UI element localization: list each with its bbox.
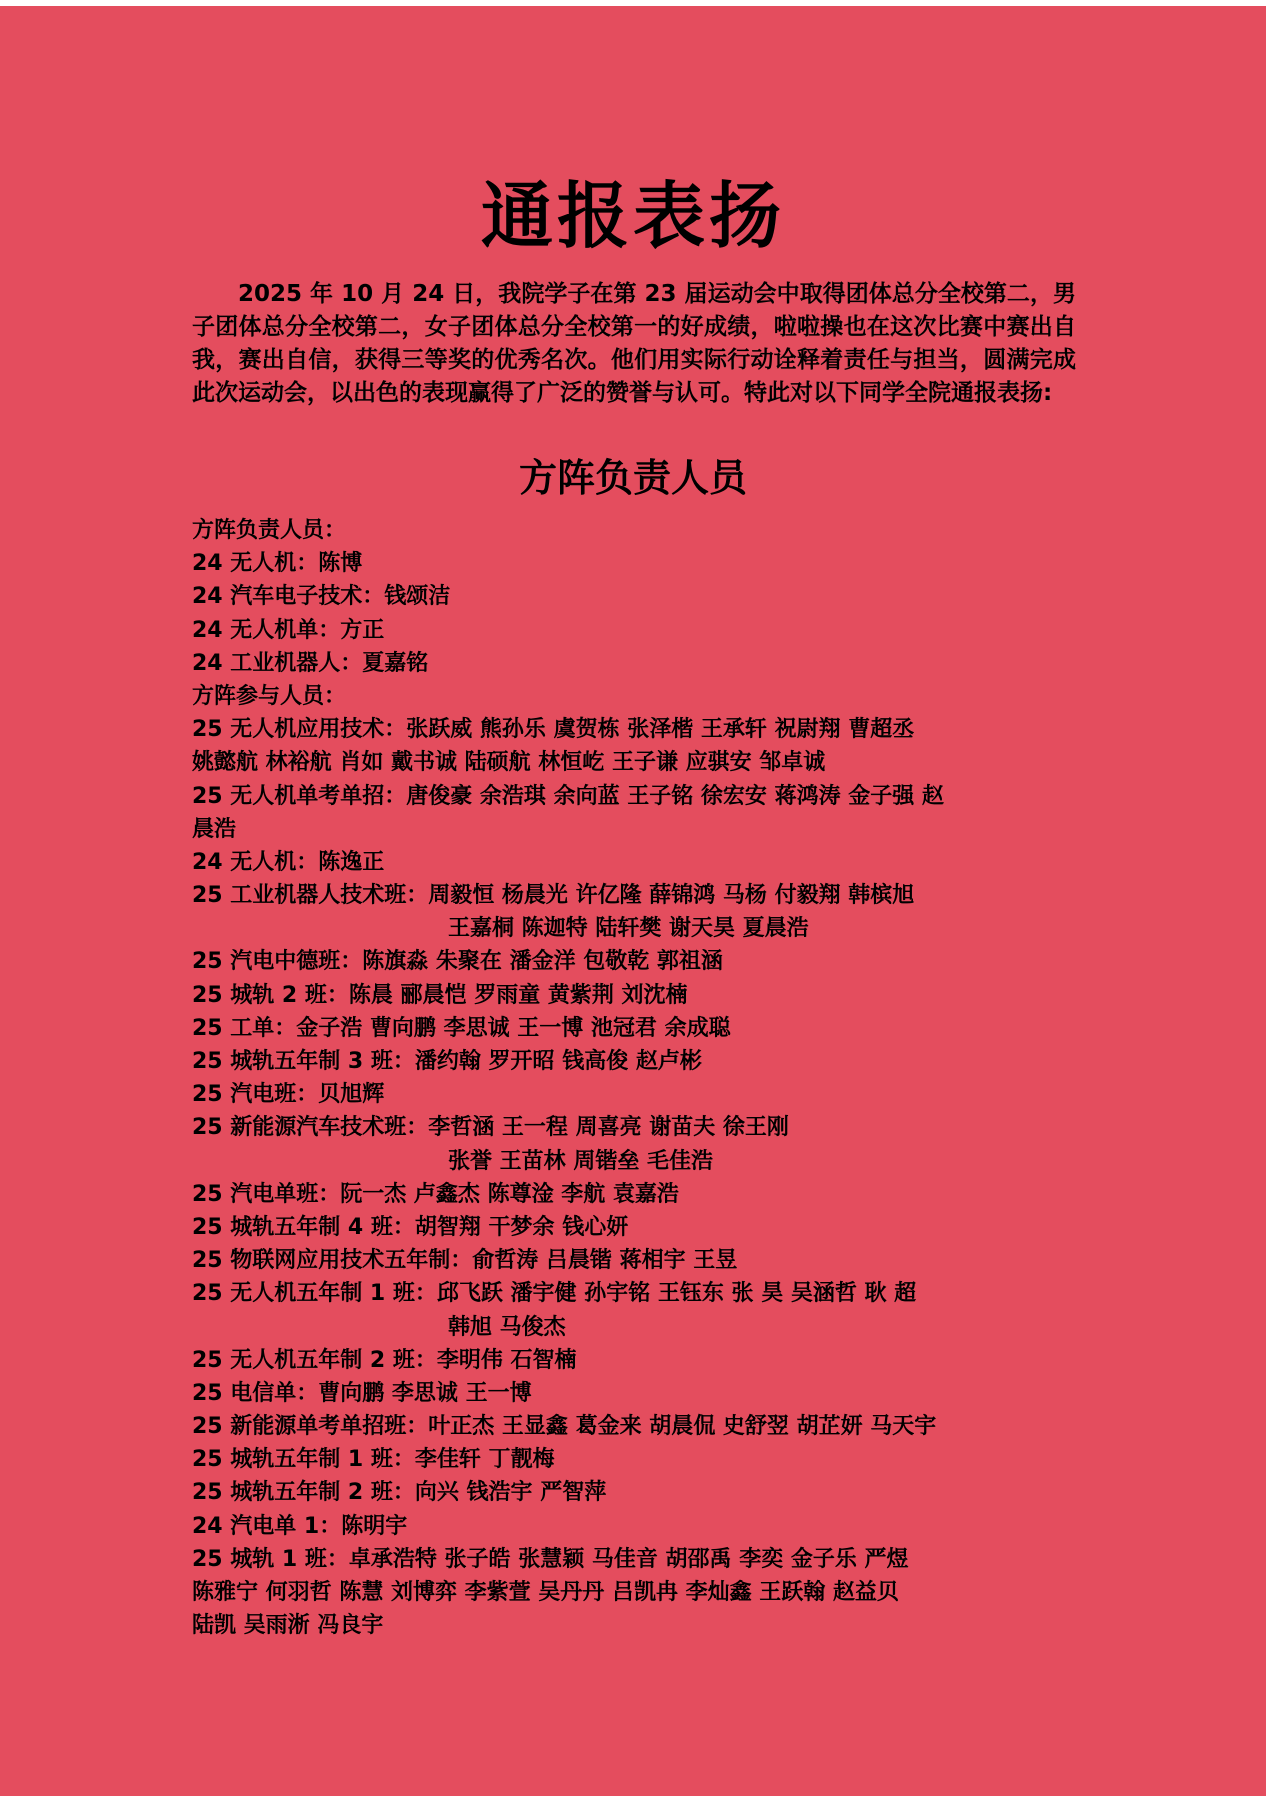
list-item: 25 工单：金子浩 曹向鹏 李思诚 王一博 池冠君 余成聪 (192, 1015, 731, 1041)
list-item: 24 无人机：陈逸正 (192, 849, 385, 875)
list-item: 姚懿航 林裕航 肖如 戴书诚 陆硕航 林恒屹 王子谦 应骐安 邹卓诚 (192, 750, 826, 776)
list-item: 24 汽车电子技术：钱颂洁 (192, 584, 451, 610)
list-item: 25 无人机单考单招：唐俊豪 余浩琪 余向蓝 王子铭 徐宏安 蒋鸿涛 金子强 赵 (192, 783, 944, 809)
list-item: 25 汽电班：贝旭辉 (192, 1082, 385, 1108)
intro-paragraph: 2025 年 10 月 24 日，我院学子在第 23 届运动会中取得团体总分全校第二，男子团体总分全校第二，女子团体总分全校第一的好成绩，啦啦操也在这次比赛中赛出自我，赛出自信，获得三等奖的优秀名次。他们用实际行动诠释着责任与担当，圆满完成此次运动会，以出色的表现赢得了广泛的赞誉与认可。特此对以下同学全院通报表扬: (192, 281, 1076, 406)
list-item: 25 新能源单考单招班：叶正杰 王显鑫 葛金来 胡晨侃 史舒翌 胡芷妍 马天宇 (192, 1414, 937, 1440)
list-item: 25 城轨 1 班：卓承浩特 张子皓 张慧颖 马佳音 胡邵禹 李奕 金子乐 严煜 (192, 1546, 909, 1572)
list-item: 25 城轨五年制 3 班：潘约翰 罗开昭 钱高俊 赵卢彬 (192, 1049, 702, 1074)
section-title: 方阵负责人员 (518, 456, 747, 500)
poster-page (0, 6, 1266, 1796)
list-item: 24 汽电单 1：陈明宇 (192, 1513, 408, 1539)
list-item: 韩旭 马俊杰 (448, 1314, 566, 1340)
list-item: 25 物联网应用技术五年制：俞哲涛 吕晨锴 蒋相宇 王昱 (192, 1248, 738, 1274)
list-item: 25 无人机五年制 1 班：邱飞跃 潘宇健 孙宇铭 王钰东 张 昊 吴涵哲 耿 超 (192, 1281, 917, 1307)
document-title: 通报表扬 (480, 174, 785, 258)
list-item: 25 电信单：曹向鹏 李思诚 王一博 (192, 1380, 532, 1406)
list-item: 方阵负责人员： (192, 518, 347, 543)
list-item: 25 城轨五年制 4 班：胡智翔 干梦余 钱心妍 (192, 1214, 629, 1240)
list-item: 25 城轨 2 班：陈晨 郦晨恺 罗雨童 黄紫荆 刘沈楠 (192, 982, 688, 1008)
list-item: 25 汽电单班：阮一杰 卢鑫杰 陈尊淦 李航 袁嘉浩 (192, 1181, 679, 1207)
list-item: 25 城轨五年制 2 班：向兴 钱浩宇 严智萍 (192, 1480, 607, 1506)
list-item: 晨浩 (192, 816, 237, 842)
list-item: 24 无人机：陈博 (192, 551, 363, 577)
list-item: 25 无人机五年制 2 班：李明伟 石智楠 (192, 1347, 577, 1373)
list-item: 24 无人机单：方正 (192, 617, 385, 643)
list-item: 25 工业机器人技术班：周毅恒 杨晨光 许亿隆 薛锦鸿 马杨 付毅翔 韩槟旭 (192, 883, 915, 909)
list-item: 陆凯 吴雨淅 冯良宇 (192, 1613, 384, 1639)
list-item: 25 无人机应用技术：张跃威 熊孙乐 虞贺栋 张泽楷 王承轩 祝尉翔 曹超丞 (192, 717, 915, 743)
list-item: 王嘉桐 陈迦特 陆轩樊 谢天昊 夏晨浩 (448, 916, 809, 942)
list-item: 25 汽电中德班：陈旗淼 朱聚在 潘金洋 包敬乾 郭祖涵 (192, 949, 723, 975)
honor-list (192, 514, 1082, 1642)
list-item: 方阵参与人员： (192, 683, 347, 709)
list-item: 陈雅宁 何羽哲 陈慧 刘博弈 李紫萱 吴丹丹 吕凯冉 李灿鑫 王跃翰 赵益贝 (192, 1580, 899, 1605)
list-item: 张誉 王苗林 周锴垒 毛佳浩 (448, 1148, 713, 1174)
list-item: 25 城轨五年制 1 班：李佳轩 丁靓梅 (192, 1447, 555, 1473)
list-item: 24 工业机器人：夏嘉铭 (192, 650, 429, 676)
list-item: 25 新能源汽车技术班：李哲涵 王一程 周喜亮 谢苗夫 徐王刚 (192, 1115, 789, 1141)
